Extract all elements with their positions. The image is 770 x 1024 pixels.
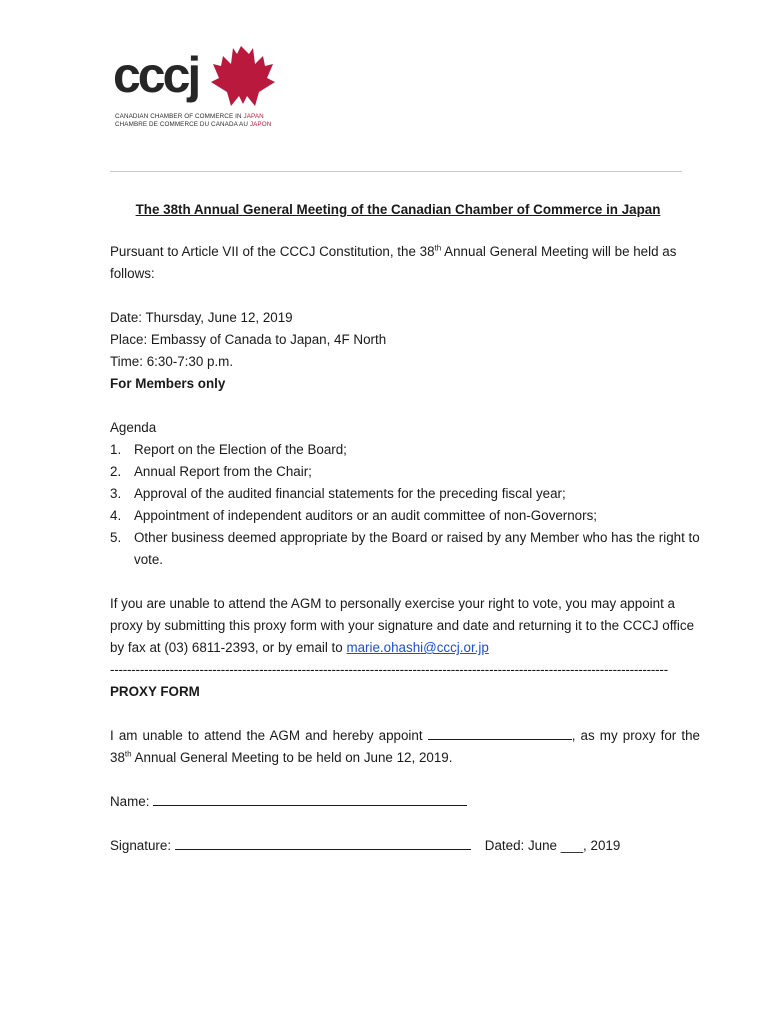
signature-row <box>110 835 700 857</box>
meeting-date: Date: Thursday, June 12, 2019 <box>110 310 293 325</box>
agenda-text: Annual Report from the Chair; <box>134 464 312 479</box>
proxy-statement-text: I am unable to attend the AGM and hereby appoint <box>110 728 423 743</box>
agenda-item <box>110 439 700 461</box>
name-row <box>110 791 700 813</box>
proxy-name-field[interactable] <box>428 725 572 740</box>
signature-label: Signature: <box>110 838 172 853</box>
name-label: Name: <box>110 794 150 809</box>
cut-line-separator: ----------------------------------------------------------------------------------------------------------------------------------- <box>110 662 668 677</box>
logo-caption-en: CANADIAN CHAMBER OF COMMERCE IN <box>115 113 242 120</box>
agenda-list <box>110 439 700 571</box>
agenda-number: 3. <box>110 486 122 501</box>
logo-caption <box>115 113 271 128</box>
name-field[interactable] <box>153 791 467 806</box>
logo-caption-fr-country: JAPON <box>249 120 272 128</box>
agenda-item <box>110 505 700 527</box>
agenda-text: Approval of the audited financial statements for the preceding fiscal year; <box>134 486 566 501</box>
intro-superscript: th <box>434 243 442 253</box>
proxy-form-heading: PROXY FORM <box>110 684 200 699</box>
proxy-statement-superscript: th <box>124 749 132 759</box>
document-title: The 38th Annual General Meeting of the Canadian Chamber of Commerce in Japan <box>135 202 661 217</box>
agenda-item <box>110 461 700 483</box>
proxy-statement-text-continued: , as my proxy for the 38 <box>110 728 700 765</box>
dated-field[interactable]: Dated: June ___, 2019 <box>484 838 621 853</box>
members-only-note: For Members only <box>110 376 226 391</box>
header-divider <box>110 171 682 172</box>
intro-paragraph <box>110 241 700 285</box>
agenda-number: 5. <box>110 530 122 545</box>
logo-caption-en-country: JAPAN <box>243 113 264 120</box>
agenda-heading: Agenda <box>110 420 157 435</box>
logo-wordmark: cccj <box>113 47 199 103</box>
meeting-time: Time: 6:30-7:30 p.m. <box>110 354 234 369</box>
agenda-item <box>110 527 700 571</box>
agenda-number: 2. <box>110 464 122 479</box>
signature-field[interactable] <box>175 835 471 850</box>
agenda-text: Other business deemed appropriate by the Board or raised by any Member who has the right to vote. <box>134 530 700 567</box>
intro-text-continued: Annual General Meeting will be held as follows: <box>110 244 677 281</box>
document-body <box>110 199 700 857</box>
meeting-place: Place: Embassy of Canada to Japan, 4F North <box>110 332 387 347</box>
cccj-logo <box>113 44 283 130</box>
agenda-item <box>110 483 700 505</box>
intro-text: Pursuant to Article VII of the CCCJ Constitution, the 38 <box>110 244 435 259</box>
maple-leaf-icon <box>113 44 283 114</box>
agenda-number: 4. <box>110 508 122 523</box>
proxy-statement <box>110 725 700 769</box>
proxy-instructions-text: If you are unable to attend the AGM to personally exercise your right to vote, you may appoint a proxy by submitting this proxy form with your signature and date and returning it to the CCCJ office by fax at (03) 6811-2393, or by email to <box>110 596 695 655</box>
agenda-number: 1. <box>110 442 122 457</box>
agenda-text: Report on the Election of the Board; <box>134 442 347 457</box>
agenda-text: Appointment of independent auditors or an audit committee of non-Governors; <box>134 508 597 523</box>
email-link[interactable]: marie.ohashi@cccj.or.jp <box>346 640 489 655</box>
proxy-instructions <box>110 593 700 659</box>
logo-caption-fr: CHAMBRE DE COMMERCE DU CANADA AU <box>115 120 249 128</box>
proxy-statement-text-end: Annual General Meeting to be held on June 12, 2019. <box>131 750 453 765</box>
